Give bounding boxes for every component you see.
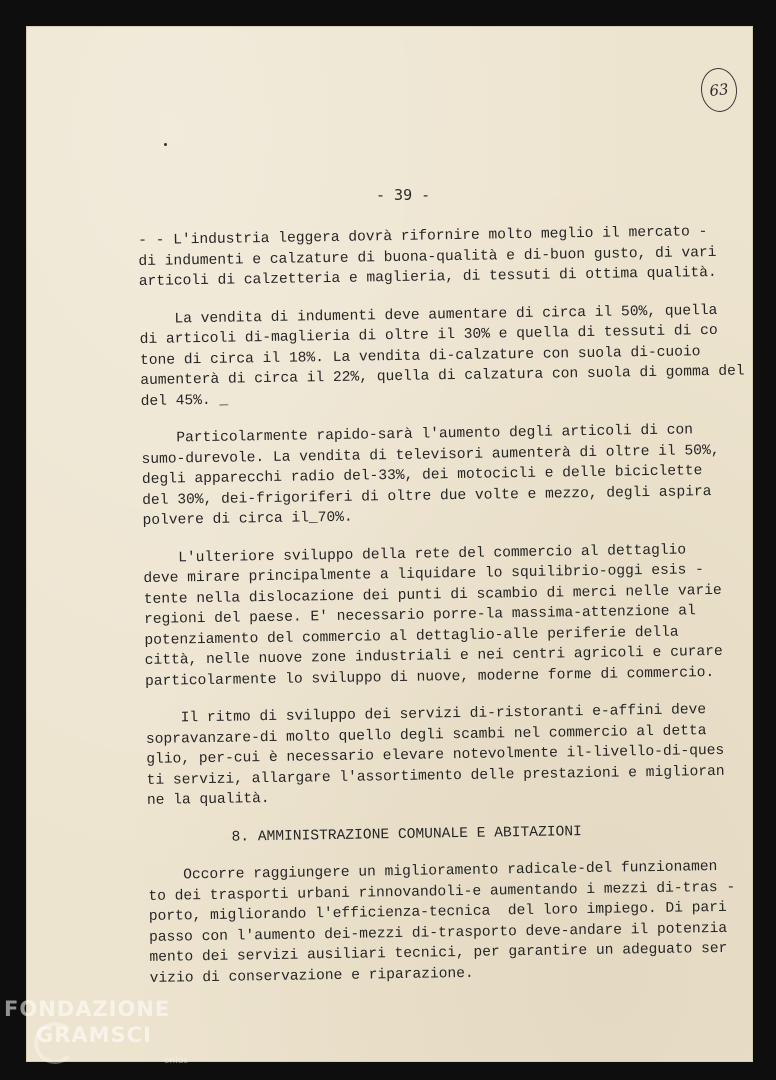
text-line: ne la qualità. (146, 791, 270, 809)
text-line: aumenterà di circa il 22%, quella di calzatura con suola di gomma del (140, 363, 745, 389)
text-line: di indumenti e calzature di buona-qualità e di-buon gusto, di vari (138, 244, 717, 270)
page-number: - 39 - (376, 186, 431, 204)
paragraph-restaurant-services (146, 699, 768, 811)
text-line: tente nella dislocazione dei punti di scambio di merci nelle varie (143, 582, 722, 608)
text-line: vizio di conservazione e riparazione. (149, 965, 474, 987)
text-line: particolarmente lo sviluppo di nuove, moderne forme di commercio. (144, 664, 715, 690)
text-line: porto, migliorando l'efficienza-tecnica del loro impiego. Di pari (148, 899, 727, 925)
text-line: sopravanzare-di molto quello degli scambi nel commercio al detta (145, 722, 707, 748)
watermark-line-2: GRAMSCI (36, 1023, 152, 1047)
text-line: Il ritmo di sviluppo dei servizi di-ristoranti e-affini deve (145, 702, 707, 727)
text-line: Particolarmente rapido-sarà l'aumento degli articoli di con (141, 422, 694, 447)
text-line: tone di circa il 18%. La vendita di-calzature con suola di-cuoio (139, 343, 701, 369)
text-line: deve mirare principalmente a liquidare lo squilibrio-oggi esis - (143, 562, 705, 587)
text-line: sumo-durevole. La vendita di televisori aumenterà di oltre il 50%, (141, 442, 720, 468)
text-line: potenziamento del commercio al dettaglio-alle periferie della (144, 624, 679, 649)
paragraph-light-industry (138, 221, 759, 292)
document-body (138, 221, 770, 1006)
text-line: di articoli di-maglieria di oltre il 30% e quella di tessuti di co (139, 322, 718, 348)
text-line: del 30%, dei-frigoriferi di oltre due volte e mezzo, degli aspira (142, 483, 712, 509)
ink-dot (164, 143, 167, 146)
watermark-line-1: FONDAZIONE (4, 997, 171, 1021)
text-line: - - L'industria leggera dovrà rifornire molto meglio il mercato - (138, 224, 708, 249)
text-line: degli apparecchi radio del-33%, dei motocicli e delle biciclette (141, 463, 703, 488)
text-line: La vendita di indumenti deve aumentare di circa il 50%, quella (139, 302, 718, 328)
text-line: ti servizi, allargare l'assortimento delle prestazioni e miglioran (146, 763, 725, 789)
gramsci-logo-icon (34, 1022, 76, 1064)
text-line: articoli di calzetteria e maglieria, di tessuti di ottima qualità. (138, 264, 717, 290)
folio-stamp (699, 66, 739, 114)
watermark-line-3: onlus (164, 1056, 189, 1066)
paragraph-durable-goods (141, 419, 763, 531)
text-line: polvere di circa il_70%. (142, 509, 353, 529)
paragraph-retail-network (143, 539, 765, 692)
text-line: Occorre raggiungere un miglioramento radicale-del funzionamen (148, 858, 718, 884)
text-line: del 45%. _ (140, 392, 229, 410)
text-line: L'ulteriore sviluppo della rete del commercio al dettaglio (143, 541, 687, 567)
text-line: mento dei servizi ausiliari tecnici, per garantire un adeguato ser (149, 940, 728, 966)
text-line: to dei trasporti urbani rinnovandoli-e aumentando i mezzi di-tras - (148, 879, 736, 905)
section-heading: 8. AMMINISTRAZIONE COMUNALE E ABITAZIONI (231, 823, 582, 846)
document-page (26, 26, 753, 1062)
text-line: glio, per-cui è necessario elevare notevolmente il-livello-di-ques (146, 742, 725, 768)
text-line: città, nelle nuove zone industriali e nei centri agricoli e curare (144, 643, 723, 669)
text-line: regioni del paese. E' necessario porre-la massima-attenzione al (143, 603, 696, 628)
paragraph-clothing-sales (139, 300, 761, 412)
paragraph-urban-transport (148, 856, 770, 989)
fondazione-gramsci-watermark (4, 996, 189, 1066)
folio-number: 63 (708, 80, 730, 100)
text-line: passo con l'aumento dei-mezzi di-trasporto deve-andare il potenzia (148, 920, 728, 946)
